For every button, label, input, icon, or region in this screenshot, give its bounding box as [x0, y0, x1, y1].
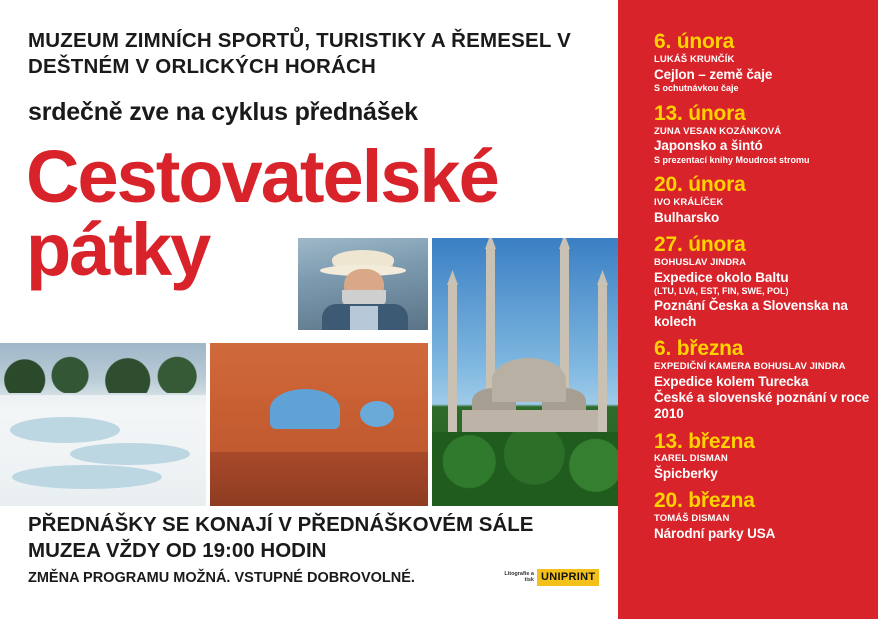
- lecture-speaker: IVO KRÁLÍČEK: [654, 197, 724, 209]
- list-item: [654, 102, 870, 167]
- list-item: [654, 173, 870, 226]
- lecture-note: S prezentací knihy Moudrost stromu: [654, 154, 810, 165]
- photo-travertine-terraces: [0, 343, 206, 506]
- list-item: [654, 337, 870, 422]
- garden-shape: [432, 432, 618, 506]
- printer-logo: [500, 566, 605, 588]
- photo-mosque-istanbul: [432, 238, 618, 506]
- lecture-date: 6. února: [654, 30, 735, 53]
- lecture-date: 13. března: [654, 429, 755, 453]
- arch-opening-shape: [270, 389, 340, 429]
- list-item: [654, 233, 870, 330]
- invitation-heading: srdečně zve na cyklus přednášek: [28, 98, 418, 126]
- page-title-line2: pátky: [26, 208, 210, 292]
- list-item: [654, 489, 870, 542]
- lecture-speaker: BOHUSLAV JINDRA: [654, 257, 747, 269]
- main-dome-shape: [492, 358, 566, 402]
- lecture-date: 20. března: [654, 489, 755, 513]
- lecture-title-secondary: České a slovenské poznání v roce 2010: [654, 390, 870, 422]
- lecture-note: (LTU, LVA, EST, FIN, SWE, POL): [654, 286, 789, 297]
- pool-shape: [12, 465, 162, 489]
- lecture-speaker: KAREL DISMAN: [654, 453, 728, 465]
- list-item: [654, 430, 870, 483]
- minaret-shape: [448, 284, 457, 434]
- lecture-title: Japonsko a šintó: [654, 138, 763, 154]
- pool-shape: [70, 443, 190, 465]
- page-title-line1: Cestovatelské: [26, 135, 498, 218]
- list-item: [654, 30, 870, 95]
- foreground-rock-shape: [210, 452, 428, 506]
- lecture-title: Bulharsko: [654, 210, 720, 225]
- lecture-title: Špicberky: [654, 466, 718, 482]
- lecture-speaker: EXPEDIČNÍ KAMERA BOHUSLAV JINDRA: [654, 361, 846, 373]
- photo-red-rock-arch: [210, 343, 428, 506]
- venue-info: PŘEDNÁŠKY SE KONAJÍ V PŘEDNÁŠKOVÉM SÁLE MUZEA VŽDY OD 19:00 HODIN: [28, 513, 534, 563]
- organizer-heading: MUZEUM ZIMNÍCH SPORTŮ, TURISTIKY A ŘEMESEL V DEŠTNÉM V ORLICKÝCH HORÁCH: [28, 29, 571, 79]
- photo-portrait-man: [298, 238, 428, 330]
- admission-note: ZMĚNA PROGRAMU MOŽNÁ. VSTUPNÉ DOBROVOLNÉ.: [28, 570, 415, 586]
- lecture-date: 6. března: [654, 337, 744, 361]
- lecture-title-secondary: Poznání Česka a Slovenska na kolech: [654, 297, 848, 329]
- lecture-note: S ochutnávkou čaje: [654, 82, 739, 93]
- poster-right-panel: [618, 0, 878, 619]
- printer-logo-subtitle: Litografie a tisk: [504, 570, 534, 583]
- lecture-date: 27. února: [654, 233, 746, 257]
- lecture-title: Expedice kolem Turecka: [654, 373, 809, 389]
- lecture-title: Národní parky USA: [654, 526, 776, 542]
- lecture-title: Cejlon – země čaje: [654, 66, 773, 82]
- treeline-shape: [0, 349, 206, 393]
- minaret-shape: [598, 284, 607, 434]
- pool-shape: [10, 417, 120, 443]
- lecture-speaker: TOMÁŠ DISMAN: [654, 513, 730, 525]
- printer-logo-mark: UNIPRINT: [537, 569, 599, 586]
- lecture-speaker: ZUNA VESAN KOZÁNKOVÁ: [654, 125, 782, 137]
- shirt-shape: [350, 306, 378, 330]
- lecture-schedule-list: [654, 30, 870, 549]
- arch-opening-shape: [360, 401, 394, 427]
- lecture-date: 20. února: [654, 173, 746, 197]
- lecture-speaker: LUKÁŠ KRUNČÍK: [654, 53, 735, 65]
- lecture-date: 13. února: [654, 101, 746, 125]
- lecture-title: Expedice okolo Baltu: [654, 269, 789, 285]
